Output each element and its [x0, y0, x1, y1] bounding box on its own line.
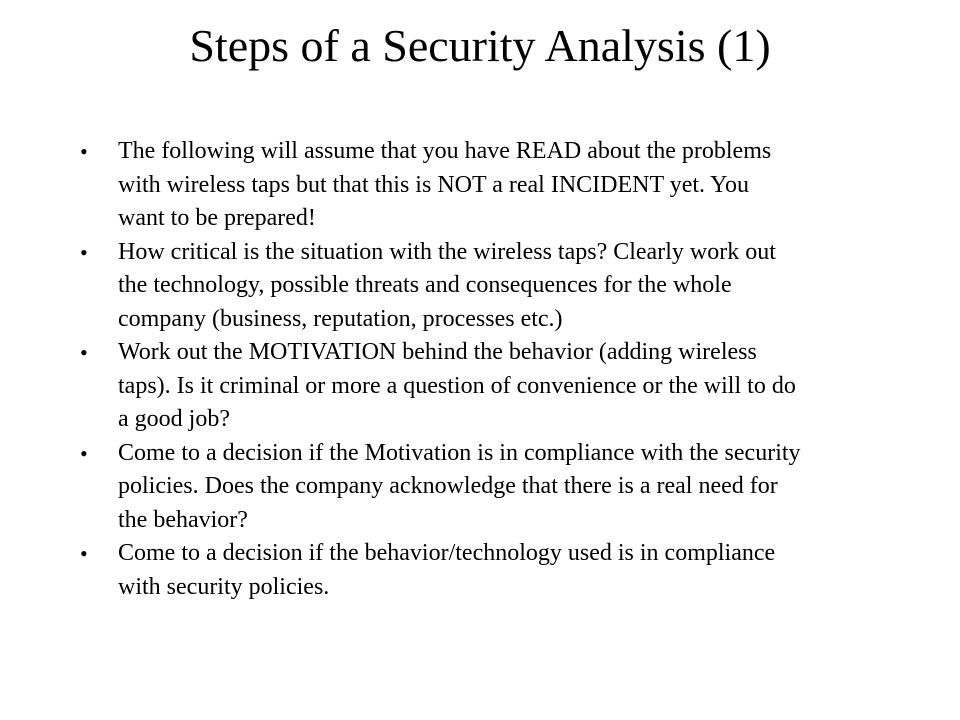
bullet-icon: •	[80, 440, 88, 466]
bullet-item	[80, 236, 880, 337]
bullet-icon: •	[80, 139, 88, 164]
bullet-text-line: How critical is the situation with the wireless taps? Clearly work out	[118, 238, 776, 265]
bullet-icon: •	[80, 239, 88, 265]
bullet-text-line: Come to a decision if the Motivation is in compliance with the security	[118, 439, 801, 466]
bullet-item	[80, 336, 880, 437]
bullet-text-line: the behavior?	[118, 506, 248, 533]
bullet-item	[80, 135, 880, 236]
bullet-text-line: Come to a decision if the behavior/technology used is in compliance	[118, 540, 776, 566]
bullet-item	[80, 537, 880, 604]
bullet-text-line: with wireless taps but that this is NOT a real INCIDENT yet. You	[118, 171, 750, 198]
bullet-text-line: taps). Is it criminal or more a question of convenience or the will to do	[118, 372, 796, 399]
bullet-text-line: policies. Does the company acknowledge that there is a real need for	[118, 473, 778, 499]
bullet-list	[80, 135, 880, 604]
bullet-text-line: The following will assume that you have READ about the problems	[118, 138, 772, 164]
bullet-text-line: with security policies.	[118, 573, 330, 600]
bullet-text-line: want to be prepared!	[118, 205, 316, 231]
slide-title: Steps of a Security Analysis (1)	[189, 20, 771, 71]
bullet-text-line: a good job?	[118, 406, 230, 432]
bullet-text-line: the technology, possible threats and consequences for the whole	[118, 272, 732, 298]
bullet-icon: •	[80, 340, 88, 365]
bullet-text-line: Work out the MOTIVATION behind the behavior (adding wireless	[118, 339, 757, 365]
bullet-text-line: company (business, reputation, processes etc.)	[118, 305, 563, 332]
bullet-icon: •	[80, 541, 88, 566]
bullet-item	[80, 437, 880, 538]
